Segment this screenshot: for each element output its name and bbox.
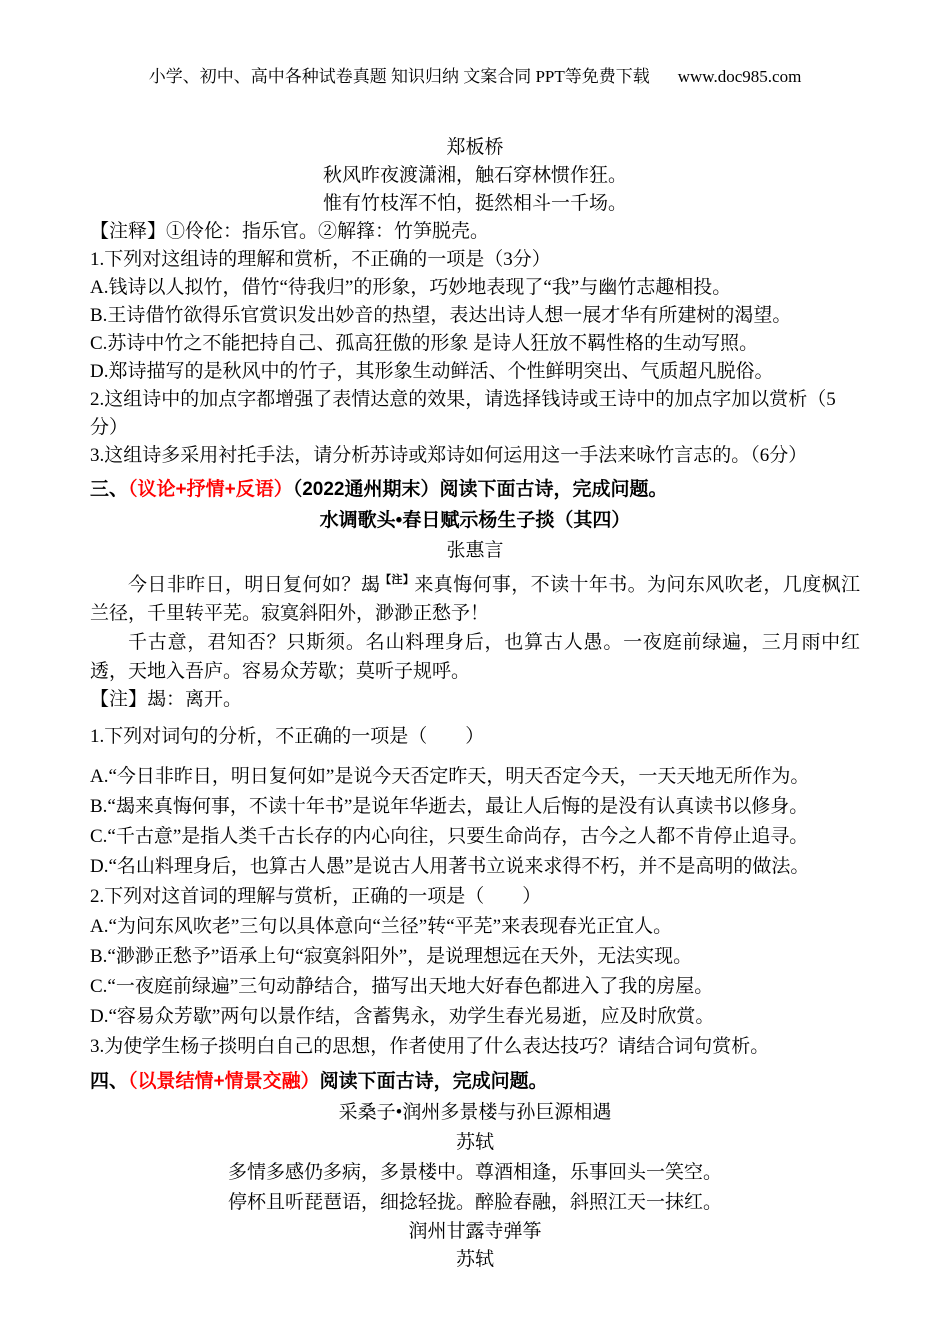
author-sushi: 苏轼 — [455, 1249, 494, 1271]
page-header — [90, 66, 860, 88]
question-1-emphasized: 不正确 — [275, 726, 333, 748]
header-promo-text: 小学、初中、高中各种试卷真题 知识归纳 文案合同 PPT等免费下载 — [148, 67, 650, 86]
stanza-1-text-pre: 今日非昨日，明日复何如？朅 — [128, 574, 381, 596]
note-superscript: 【注】 — [380, 574, 415, 586]
question-1-pre: 1.下列对词句的分析， — [90, 726, 276, 748]
section-4-instruction: 阅读下面古诗，完成问题。 — [319, 1071, 548, 1093]
question-1: 1.下列对这组诗的理解和赏析，不正确的一项是（3分） — [90, 249, 551, 270]
poem-line: 多情多感仍多病，多景楼中。尊酒相逢，乐事回头一笑空。 — [227, 1162, 722, 1184]
section-4-number: 四、 — [90, 1071, 129, 1093]
question-2: 2.这组诗中的加点字都增强了表情达意的效果，请选择钱诗或王诗中的加点字加以赏析（5分） — [90, 389, 836, 438]
poem-title-shuidiaogetou: 水调歌头•春日赋示杨生子掞（其四） — [319, 510, 631, 531]
option-d: D.“名山料理身后，也算古人愚”是说古人用著书立说来求得不朽，并不是高明的做法。 — [90, 856, 810, 878]
poem-line: 惟有竹枝浑不怕，挺然相斗一千场。 — [322, 193, 627, 214]
poem-note: 【注释】①伶伦：指乐官。②解箨：竹笋脱壳。 — [90, 221, 490, 242]
option-c: C.苏诗中竹之不能把持自己、孤高狂傲的形象 是诗人狂放不羁性格的生动写照。 — [90, 333, 759, 354]
option-b: B.“朅来真悔何事，不读十年书”是说年华逝去，最让人后悔的是没有认真读书以修身。 — [90, 796, 809, 818]
author-sushi: 苏轼 — [455, 1132, 494, 1154]
option-a: A.“今日非昨日，明日复何如”是说今天否定昨天，明天否定今天，一天天地无所作为。 — [90, 766, 810, 788]
option-b: B.“渺渺正愁予”语承上句“寂寞斜阳外”，是说理想远在天外，无法实现。 — [90, 946, 693, 968]
poem-title-caisangzi: 采桑子•润州多景楼与孙巨源相遇 — [338, 1102, 612, 1124]
section-3-instruction: （2022通州期末）阅读下面古诗，完成问题。 — [292, 479, 668, 500]
option-c: C.“千古意”是指人类千古长存的内心向往，只要生命尚存，古今之人都不肯停止追寻。 — [90, 826, 809, 848]
stanza-1 — [90, 566, 860, 628]
section-3-heading — [90, 474, 860, 506]
poem-line: 停杯且听琵琶语，细捻轻拢。醉脸春融，斜照江天一抹红。 — [227, 1192, 722, 1214]
question-2: 2.下列对这首词的理解与赏析，正确的一项是（ ） — [90, 886, 542, 908]
option-d: D.郑诗描写的是秋风中的竹子，其形象生动鲜活、个性鲜明突出、气质超凡脱俗。 — [90, 361, 774, 382]
option-d: D.“容易众芳歇”两句以景作结，含蓄隽永，劝学生春光易逝，应及时欣赏。 — [90, 1006, 715, 1028]
question-3: 3.为使学生杨子掞明白自己的思想，作者使用了什么表达技巧？请结合词句赏析。 — [90, 1036, 770, 1058]
section-4-tag: （以景结情+情景交融） — [128, 1071, 320, 1093]
option-a: A.“为问东风吹老”三句以具体意向“兰径”转“平芜”来表现春光正宜人。 — [90, 916, 673, 938]
stanza-2: 千古意，君知否？只斯须。名山料理身后，也算古人愚。一夜庭前绿遍，三月雨中红透，天地入吾庐。容易众芳歇；莫听子规呼。 — [90, 632, 860, 683]
author-zhanghuiyan: 张惠言 — [446, 540, 504, 561]
header-site-url: www.doc985.com — [677, 67, 802, 86]
question-1-post: 的一项是（ ） — [332, 726, 485, 748]
section-4-heading — [90, 1066, 860, 1098]
word-note: 【注】朅：离开。 — [90, 689, 243, 711]
question-3: 3.这组诗多采用衬托手法，请分析苏诗或郑诗如何运用这一手法来咏竹言志的。（6分） — [90, 445, 808, 466]
stanza-1-text-post: 来真悔何事，不读十年书。为问东风吹老，几度枫江兰径，千里转平芜。寂寞斜阳外，渺渺正愁予！ — [90, 574, 860, 625]
option-b: B.王诗借竹欲得乐官赏识发出妙音的热望，表达出诗人想一展才华有所建树的渴望。 — [90, 305, 792, 326]
section-3-number: 三、 — [90, 479, 129, 500]
option-a: A.钱诗以人拟竹，借竹“待我归”的形象，巧妙地表现了“我”与幽竹志趣相投。 — [90, 277, 732, 298]
poem-title-runzhou-ganlusi: 润州甘露寺弹筝 — [408, 1221, 542, 1243]
poet-name-zhengbanqiao: 郑板桥 — [446, 137, 504, 158]
poem-line: 秋风昨夜渡潇湘，触石穿林惯作狂。 — [322, 165, 627, 186]
section-3-tag: （议论+抒情+反语） — [128, 479, 293, 500]
question-1 — [90, 714, 860, 752]
option-c: C.“一夜庭前绿遍”三句动静结合，描写出天地大好春色都进入了我的房屋。 — [90, 976, 714, 998]
